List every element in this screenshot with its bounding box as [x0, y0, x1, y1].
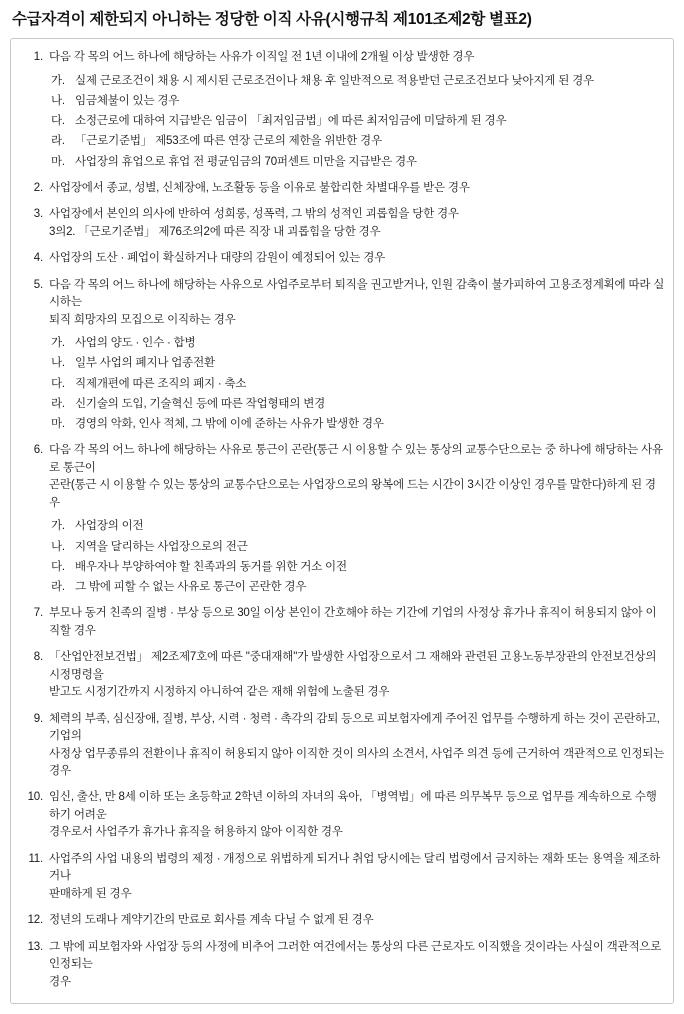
provision-line: 체력의 부족, 심신장애, 질병, 부상, 시력 · 청력 · 촉각의 감퇴 등으로 피보험자에게 주어진 업무를 수행하게 하는 것이 곤란하고, 기업의 [49, 712, 660, 743]
provision-item [19, 442, 665, 596]
provision-number: 11. [28, 852, 43, 865]
provision-line: 경우 [49, 975, 71, 988]
provision-text [49, 250, 665, 267]
provision-subitem [49, 335, 665, 352]
provision-subitem-number: 라. [51, 397, 65, 410]
provision-text [49, 180, 665, 197]
provision-number: 8. [33, 651, 43, 664]
provision-item [19, 277, 665, 434]
page-title: 수급자격이 제한되지 아니하는 정당한 이직 사유(시행규칙 제101조제2항 별표2) [12, 11, 532, 28]
provision-subitem-text: 신기술의 도입, 기술혁신 등에 따른 작업형태의 변경 [75, 397, 326, 410]
provision-subitem [49, 579, 665, 596]
provision-subitem-number: 라. [51, 135, 65, 148]
provision-line: 정년의 도래나 계약기간의 만료로 회사를 계속 다닐 수 없게 된 경우 [49, 914, 374, 927]
provision-line: 사정상 업무종류의 전환이나 휴직이 허용되지 않아 이직한 것이 의사의 소견서, 사업주 의견 등에 근거하여 객관적으로 인정되는 경우 [49, 747, 665, 778]
provision-text [49, 851, 665, 903]
provision-subitem-number: 라. [51, 581, 65, 594]
provision-subitem [49, 133, 665, 150]
provision-item [19, 49, 665, 171]
provision-subitem [49, 154, 665, 171]
provision-line: 사업장의 도산 · 폐업이 확실하거나 대량의 감원이 예정되어 있는 경우 [49, 252, 386, 265]
provision-item [19, 605, 665, 640]
provision-line: 그 밖에 피보험자와 사업장 등의 사정에 비추어 그러한 여건에서는 통상의 다른 근로자도 이직했을 것이라는 사실이 객관적으로 인정되는 [49, 940, 662, 971]
provision-item [19, 912, 665, 929]
provision-text [49, 277, 665, 329]
provision-text [49, 912, 665, 929]
provision-subitem-text: 실제 근로조건이 채용 시 제시된 근로조건이나 채용 후 일반적으로 적용받던 근로조건보다 낮아지게 된 경우 [75, 74, 594, 87]
provision-line: 3의2. 「근로기준법」 제76조의2에 따른 직장 내 괴롭힘을 당한 경우 [49, 225, 381, 238]
provision-subitem [49, 518, 665, 535]
provision-text [49, 649, 665, 701]
provision-subitem-number: 다. [51, 560, 65, 573]
provision-number: 5. [33, 278, 43, 291]
provision-subitem-text: 직제개편에 따른 조직의 폐지 · 축소 [75, 377, 247, 390]
provision-subitem-text: 사업장의 휴업으로 휴업 전 평균임금의 70퍼센트 미만을 지급받은 경우 [75, 155, 417, 168]
provision-subitem-text: 그 밖에 피할 수 없는 사유로 통근이 곤란한 경우 [75, 581, 307, 594]
provision-subitem-text: 경영의 악화, 인사 적체, 그 밖에 이에 준하는 사유가 발생한 경우 [75, 418, 384, 431]
provision-number: 4. [33, 252, 43, 265]
provision-item [19, 180, 665, 197]
provision-subitem [49, 539, 665, 556]
provision-line: 퇴직 희망자의 모집으로 이직하는 경우 [49, 313, 236, 326]
provision-number: 13. [27, 940, 43, 953]
provision-number: 10. [27, 791, 43, 804]
provision-text [49, 939, 665, 991]
provision-item [19, 711, 665, 781]
provision-subitem-number: 나. [51, 357, 65, 370]
provision-line: 다음 각 목의 어느 하나에 해당하는 사유로 통근이 곤란(통근 시 이용할 수 있는 통상의 교통수단으로는 중 하나에 해당하는 사유로 통근이 [49, 444, 663, 474]
provision-subitem-text: 사업장의 이전 [75, 520, 144, 533]
provisions-container [10, 38, 674, 1004]
provision-text [49, 789, 665, 841]
provision-subitem-text: 임금체불이 있는 경우 [75, 94, 180, 107]
provision-subitem-number: 나. [51, 94, 65, 107]
provision-subitem-text: 배우자나 부양하여야 할 친족과의 동거를 위한 거소 이전 [75, 560, 347, 573]
provision-subitem-text: 일부 사업의 폐지나 업종전환 [75, 357, 215, 370]
provision-subitem-text: 지역을 달리하는 사업장으로의 전근 [75, 540, 248, 553]
provision-subitem-number: 마. [51, 418, 65, 431]
provision-subitems [49, 335, 665, 433]
provision-line: 사업주의 사업 내용의 법령의 제정 · 개정으로 위법하게 되거나 취업 당시에는 달리 법령에서 금지하는 재화 또는 용역을 제조하거나 [49, 852, 660, 883]
provision-number: 6. [33, 444, 43, 457]
provision-subitem-number: 가. [51, 74, 65, 87]
provision-subitem-text: 소정근로에 대하여 지급받은 임금이 「최저임금법」에 따른 최저임금에 미달하게 된 경우 [75, 115, 507, 128]
provision-line: 경우로서 사업주가 휴가나 휴직을 허용하지 않아 이직한 경우 [49, 826, 343, 839]
provision-line: 다음 각 목의 어느 하나에 해당하는 사유가 이직일 전 1년 이내에 2개월 이상 발생한 경우 [49, 51, 475, 64]
provision-subitem [49, 93, 665, 110]
provision-subitem [49, 559, 665, 576]
provision-subitem-number: 나. [51, 540, 65, 553]
provision-subitem-text: 「근로기준법」 제53조에 따른 연장 근로의 제한을 위반한 경우 [75, 135, 382, 148]
provision-line: 곤란(통근 시 이용할 수 있는 통상의 교통수단으로는 사업장으로의 왕복에 드는 시간이 3시간 이상인 경우를 말한다)하게 된 경우 [49, 479, 656, 509]
provision-text [49, 206, 665, 241]
provision-number: 9. [33, 712, 43, 725]
provision-subitem-text: 사업의 양도 · 인수 · 합병 [75, 337, 196, 350]
provision-number: 7. [33, 607, 43, 620]
provision-subitem [49, 416, 665, 433]
provision-item [19, 649, 665, 701]
provision-number: 2. [33, 181, 43, 194]
provision-text [49, 49, 665, 66]
provision-line: 사업장에서 본인의 의사에 반하여 성희롱, 성폭력, 그 밖의 성적인 괴롭힘을 당한 경우 [49, 208, 459, 221]
provision-subitem-number: 가. [51, 520, 65, 533]
provision-line: 임신, 출산, 만 8세 이하 또는 초등학교 2학년 이하의 자녀의 육아, 「병역법」에 따른 의무복무 등으로 업무를 계속하으로 수행하기 어려운 [49, 791, 657, 821]
provision-item [19, 250, 665, 267]
provision-subitems [49, 518, 665, 596]
provision-subitem [49, 113, 665, 130]
provision-item [19, 206, 665, 241]
provision-subitem [49, 396, 665, 413]
provision-text [49, 711, 665, 781]
provision-line: 「산업안전보건법」 제2조제7호에 따른 "중대재해"가 발생한 사업장으로서 그 재해와 관련된 고용노동부장관의 안전보건상의 시정명령을 [49, 651, 657, 681]
provision-subitem [49, 355, 665, 372]
provision-subitem-number: 마. [51, 155, 65, 168]
provision-number: 1. [33, 51, 43, 64]
provision-number: 3. [33, 208, 43, 221]
provision-item [19, 789, 665, 841]
provision-line: 사업장에서 종교, 성별, 신체장애, 노조활동 등을 이유로 불합리한 차별대우를 받은 경우 [49, 181, 470, 194]
provision-line: 받고도 시정기간까지 시정하지 아니하여 같은 재해 위험에 노출된 경우 [49, 686, 390, 699]
provision-text [49, 605, 665, 640]
provision-number: 12. [27, 914, 43, 927]
provision-line: 부모나 동거 친족의 질병 · 부상 등으로 30일 이상 본인이 간호해야 하는 기간에 기업의 사정상 휴가나 휴직이 허용되지 않아 이직할 경우 [49, 607, 657, 637]
provision-subitem-number: 가. [51, 337, 65, 350]
provision-subitem-number: 다. [51, 377, 65, 390]
provision-subitem [49, 73, 665, 90]
provision-text [49, 442, 665, 512]
provisions-list [19, 49, 665, 991]
provision-subitems [49, 73, 665, 171]
provision-line: 다음 각 목의 어느 하나에 해당하는 사유으로 사업주로부터 퇴직을 권고받거나, 인원 감축이 불가피하여 고용조정계획에 따라 실시하는 [49, 278, 665, 309]
provision-subitem [49, 376, 665, 393]
provision-item [19, 939, 665, 991]
provision-item [19, 851, 665, 903]
provision-subitem-number: 다. [51, 115, 65, 128]
provision-line: 판매하게 된 경우 [49, 887, 132, 900]
